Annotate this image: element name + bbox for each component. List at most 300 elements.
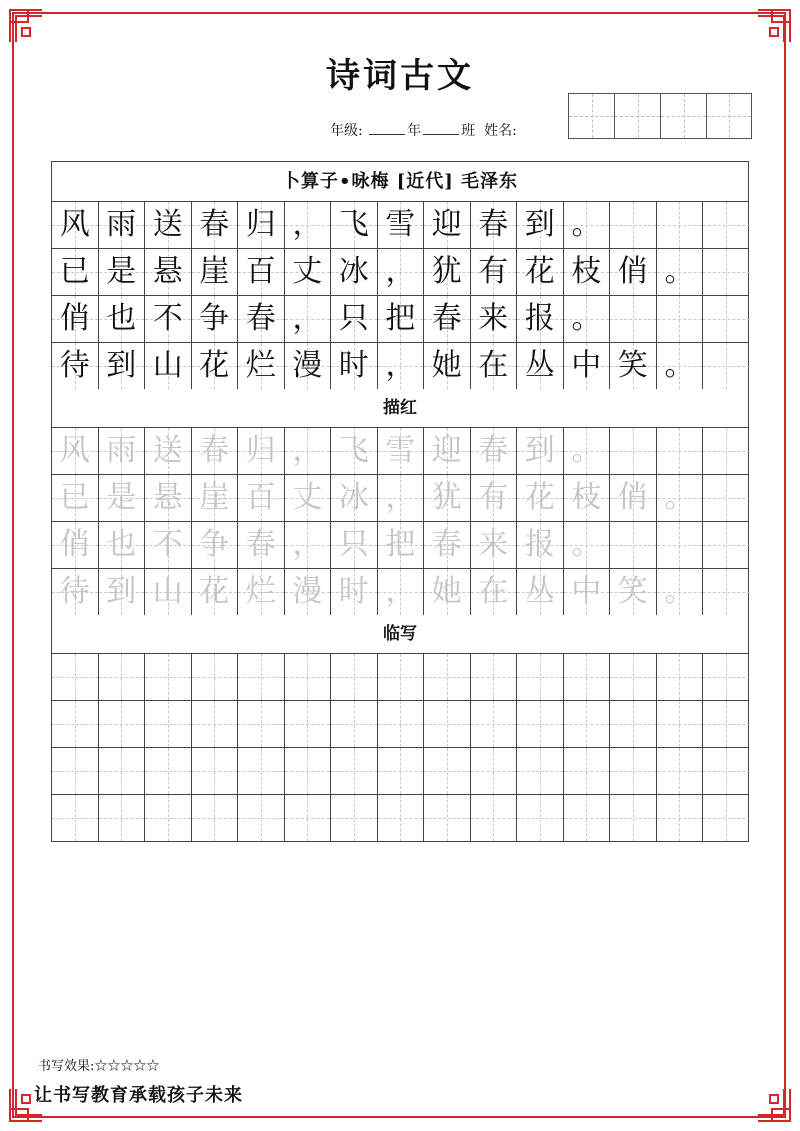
trace-cell <box>564 428 611 474</box>
trace-character: 她 <box>431 574 462 609</box>
poem-character: 百 <box>245 254 276 289</box>
trace-cell <box>99 522 146 568</box>
poem-row <box>52 343 748 389</box>
trace-cell <box>703 569 750 615</box>
copy-cell[interactable] <box>145 654 192 700</box>
copy-cell[interactable] <box>238 701 285 747</box>
poem-character: 不 <box>152 301 183 336</box>
copy-cell[interactable] <box>517 748 564 794</box>
trace-cell <box>99 569 146 615</box>
trace-character: 笑 <box>617 574 648 609</box>
copy-cell[interactable] <box>657 748 704 794</box>
poem-cell <box>192 343 239 389</box>
trace-cell <box>424 522 471 568</box>
copy-cell[interactable] <box>424 795 471 841</box>
copy-rows <box>52 654 748 841</box>
poem-character: 报 <box>524 301 555 336</box>
corner-ornament <box>756 8 792 44</box>
trace-character: ， <box>385 574 416 609</box>
copy-cell[interactable] <box>285 701 332 747</box>
trace-character: 只 <box>338 527 369 562</box>
trace-character: 不 <box>152 527 183 562</box>
trace-character: ， <box>292 527 323 562</box>
trace-character: 也 <box>106 527 137 562</box>
poem-cell <box>657 343 704 389</box>
trace-character: 漫 <box>292 574 323 609</box>
copy-cell[interactable] <box>238 748 285 794</box>
trace-cell <box>145 522 192 568</box>
copy-cell[interactable] <box>564 795 611 841</box>
copy-cell[interactable] <box>192 748 239 794</box>
copy-section-label: 临写 <box>52 615 748 654</box>
copy-cell[interactable] <box>99 654 146 700</box>
poem-cell <box>378 202 425 248</box>
trace-cell <box>52 569 99 615</box>
trace-character: 犹 <box>431 480 462 515</box>
trace-character: 时 <box>338 574 369 609</box>
poem-cell <box>564 296 611 342</box>
trace-cell <box>564 522 611 568</box>
trace-cell <box>564 569 611 615</box>
poem-cell <box>192 249 239 295</box>
trace-cell <box>331 475 378 521</box>
name-box[interactable] <box>614 93 660 139</box>
poem-character: 。 <box>571 207 602 242</box>
trace-cell <box>378 569 425 615</box>
poem-character: 来 <box>478 301 509 336</box>
trace-character: 丛 <box>524 574 555 609</box>
trace-character: 在 <box>478 574 509 609</box>
copy-cell[interactable] <box>285 654 332 700</box>
poem-character: 冰 <box>338 254 369 289</box>
trace-character: 。 <box>571 433 602 468</box>
poem-cell <box>610 343 657 389</box>
trace-cell <box>517 522 564 568</box>
trace-character: 风 <box>59 433 90 468</box>
poem-cell <box>192 202 239 248</box>
poem-cell <box>331 343 378 389</box>
copy-cell[interactable] <box>424 701 471 747</box>
poem-cell <box>657 296 704 342</box>
trace-cell <box>610 428 657 474</box>
poem-character: 烂 <box>245 348 276 383</box>
copy-cell[interactable] <box>703 795 750 841</box>
trace-cell <box>471 569 518 615</box>
poem-cell <box>285 343 332 389</box>
poem-cell <box>378 296 425 342</box>
copy-cell[interactable] <box>99 748 146 794</box>
year-label: 年 <box>407 123 422 139</box>
poem-cell <box>52 202 99 248</box>
poem-character: 犹 <box>431 254 462 289</box>
trace-character: 争 <box>199 527 230 562</box>
poem-character: 笑 <box>617 348 648 383</box>
trace-cell <box>145 569 192 615</box>
poem-cell <box>471 296 518 342</box>
trace-character: 雨 <box>106 433 137 468</box>
copy-cell[interactable] <box>52 654 99 700</box>
copy-cell[interactable] <box>610 795 657 841</box>
copy-cell[interactable] <box>192 654 239 700</box>
poem-cell <box>285 249 332 295</box>
poem-cell <box>564 249 611 295</box>
trace-row <box>52 475 748 522</box>
poem-character: 迎 <box>431 207 462 242</box>
trace-cell <box>192 522 239 568</box>
trace-cell <box>517 428 564 474</box>
poem-cell <box>424 202 471 248</box>
trace-row <box>52 569 748 615</box>
copy-cell[interactable] <box>378 795 425 841</box>
copy-cell[interactable] <box>517 795 564 841</box>
poem-character: 春 <box>199 207 230 242</box>
poem-character: 俏 <box>617 254 648 289</box>
poem-character: 风 <box>59 207 90 242</box>
name-boxes <box>568 93 752 139</box>
trace-character: 是 <box>106 480 137 515</box>
trace-character: 冰 <box>338 480 369 515</box>
poem-cell <box>238 343 285 389</box>
poem-character: 枝 <box>571 254 602 289</box>
trace-character: 到 <box>106 574 137 609</box>
copy-cell[interactable] <box>238 795 285 841</box>
trace-cell <box>424 428 471 474</box>
name-box[interactable] <box>660 93 706 139</box>
trace-character: 。 <box>664 574 695 609</box>
copy-cell[interactable] <box>610 748 657 794</box>
copy-cell[interactable] <box>703 748 750 794</box>
poem-character: 在 <box>478 348 509 383</box>
poem-character: 她 <box>431 348 462 383</box>
copy-cell[interactable] <box>424 654 471 700</box>
trace-cell <box>703 475 750 521</box>
trace-character: 到 <box>524 433 555 468</box>
class-blank[interactable] <box>423 120 459 135</box>
trace-character: 来 <box>478 527 509 562</box>
copy-cell[interactable] <box>99 701 146 747</box>
copy-cell[interactable] <box>238 654 285 700</box>
poem-cell <box>703 343 750 389</box>
poem-cell <box>564 202 611 248</box>
trace-cell <box>192 475 239 521</box>
name-label: 姓名: <box>484 123 517 139</box>
trace-character: 崖 <box>199 480 230 515</box>
poem-character: 花 <box>199 348 230 383</box>
poem-character: 也 <box>106 301 137 336</box>
poem-character: 花 <box>524 254 555 289</box>
name-box[interactable] <box>568 93 614 139</box>
trace-cell <box>52 475 99 521</box>
trace-character: 悬 <box>152 480 183 515</box>
trace-character: 有 <box>478 480 509 515</box>
trace-row <box>52 522 748 569</box>
poem-cell <box>331 202 378 248</box>
copy-cell[interactable] <box>471 701 518 747</box>
poem-cell <box>703 296 750 342</box>
copy-cell[interactable] <box>331 795 378 841</box>
copy-cell[interactable] <box>517 701 564 747</box>
poem-cell <box>517 249 564 295</box>
name-box[interactable] <box>706 93 752 139</box>
trace-character: 烂 <box>245 574 276 609</box>
trace-character: 中 <box>571 574 602 609</box>
copy-cell[interactable] <box>331 748 378 794</box>
poem-row <box>52 202 748 249</box>
trace-cell <box>285 569 332 615</box>
poem-cell <box>52 296 99 342</box>
poem-cell <box>238 296 285 342</box>
trace-character: 迎 <box>431 433 462 468</box>
footer-slogan: 让书写教育承载孩子未来 <box>34 1085 243 1106</box>
poem-character: 崖 <box>199 254 230 289</box>
copy-cell[interactable] <box>564 654 611 700</box>
poem-character: ， <box>292 207 323 242</box>
copy-cell[interactable] <box>610 654 657 700</box>
copy-cell[interactable] <box>703 701 750 747</box>
trace-character: 报 <box>524 527 555 562</box>
poem-character: ， <box>385 254 416 289</box>
trace-cell <box>610 522 657 568</box>
poem-character: 到 <box>106 348 137 383</box>
poem-character: 已 <box>59 254 90 289</box>
copy-cell[interactable] <box>52 795 99 841</box>
trace-cell <box>378 428 425 474</box>
trace-character: 归 <box>245 433 276 468</box>
copy-cell[interactable] <box>424 748 471 794</box>
poem-cell <box>471 249 518 295</box>
poem-cell <box>610 296 657 342</box>
trace-cell <box>424 569 471 615</box>
trace-character: 春 <box>478 433 509 468</box>
copy-cell[interactable] <box>657 701 704 747</box>
copy-cell[interactable] <box>145 795 192 841</box>
poem-cell <box>657 202 704 248</box>
trace-character: 雪 <box>385 433 416 468</box>
poem-cell <box>703 249 750 295</box>
trace-cell <box>238 569 285 615</box>
poem-character: 送 <box>152 207 183 242</box>
poem-character: 中 <box>571 348 602 383</box>
poem-cell <box>610 202 657 248</box>
corner-ornament <box>756 1087 792 1123</box>
poem-character: ， <box>385 348 416 383</box>
poem-character: 待 <box>59 348 90 383</box>
poem-cell <box>145 249 192 295</box>
trace-cell <box>145 428 192 474</box>
grade-blank[interactable] <box>369 120 405 135</box>
poem-character: 。 <box>664 348 695 383</box>
trace-section-label: 描红 <box>52 389 748 428</box>
poem-cell <box>285 296 332 342</box>
poem-cell <box>703 202 750 248</box>
trace-character: ， <box>385 480 416 515</box>
trace-cell <box>285 475 332 521</box>
trace-cell <box>331 569 378 615</box>
poem-character: 是 <box>106 254 137 289</box>
poem-cell <box>192 296 239 342</box>
practice-sheet <box>51 161 749 842</box>
copy-cell[interactable] <box>471 748 518 794</box>
trace-cell <box>52 522 99 568</box>
trace-character: 。 <box>571 527 602 562</box>
poem-cell <box>285 202 332 248</box>
copy-cell[interactable] <box>703 654 750 700</box>
poem-cell <box>517 343 564 389</box>
trace-character: 春 <box>199 433 230 468</box>
trace-character: 花 <box>524 480 555 515</box>
poem-cell <box>52 343 99 389</box>
copy-cell[interactable] <box>378 748 425 794</box>
trace-character: 百 <box>245 480 276 515</box>
copy-cell[interactable] <box>471 654 518 700</box>
copy-cell[interactable] <box>285 795 332 841</box>
poem-cell <box>145 202 192 248</box>
trace-cell <box>471 475 518 521</box>
trace-cell <box>471 428 518 474</box>
poem-cell <box>99 202 146 248</box>
poem-character: 有 <box>478 254 509 289</box>
poem-cell <box>99 343 146 389</box>
poem-character: 春 <box>431 301 462 336</box>
trace-cell <box>331 428 378 474</box>
trace-character: ， <box>292 433 323 468</box>
trace-cell <box>703 428 750 474</box>
poem-character: 把 <box>385 301 416 336</box>
poem-cell <box>424 249 471 295</box>
poem-character: 到 <box>524 207 555 242</box>
copy-cell[interactable] <box>52 748 99 794</box>
poem-cell <box>424 296 471 342</box>
poem-cell <box>424 343 471 389</box>
copy-cell[interactable] <box>145 748 192 794</box>
trace-character: 花 <box>199 574 230 609</box>
student-info-line <box>330 120 517 141</box>
trace-cell <box>285 428 332 474</box>
trace-cell <box>238 475 285 521</box>
trace-character: 春 <box>431 527 462 562</box>
poem-cell <box>238 202 285 248</box>
copy-cell[interactable] <box>145 701 192 747</box>
copy-cell[interactable] <box>610 701 657 747</box>
poem-cell <box>99 296 146 342</box>
copy-cell[interactable] <box>657 654 704 700</box>
poem-character: 。 <box>571 301 602 336</box>
poem-cell <box>564 343 611 389</box>
trace-character: 。 <box>664 480 695 515</box>
trace-cell <box>610 475 657 521</box>
trace-cell <box>471 522 518 568</box>
poem-cell <box>331 296 378 342</box>
copy-cell[interactable] <box>378 701 425 747</box>
poem-character: 归 <box>245 207 276 242</box>
copy-cell[interactable] <box>657 795 704 841</box>
poem-character: ， <box>292 301 323 336</box>
poem-character: 争 <box>199 301 230 336</box>
rating-stars[interactable]: ☆☆☆☆☆ <box>94 1059 160 1074</box>
trace-cell <box>331 522 378 568</box>
poem-cell <box>238 249 285 295</box>
trace-cell <box>657 569 704 615</box>
poem-character: 悬 <box>152 254 183 289</box>
trace-cell <box>378 522 425 568</box>
trace-cell <box>285 522 332 568</box>
copy-cell[interactable] <box>99 795 146 841</box>
copy-cell[interactable] <box>52 701 99 747</box>
copy-row <box>52 701 748 748</box>
poem-character: 春 <box>245 301 276 336</box>
poem-cell <box>471 343 518 389</box>
copy-cell[interactable] <box>192 795 239 841</box>
copy-cell[interactable] <box>331 701 378 747</box>
poem-character: 雨 <box>106 207 137 242</box>
poem-cell <box>331 249 378 295</box>
trace-cell <box>238 522 285 568</box>
copy-cell[interactable] <box>378 654 425 700</box>
trace-cell <box>703 522 750 568</box>
poem-character: 雪 <box>385 207 416 242</box>
trace-cell <box>378 475 425 521</box>
copy-cell[interactable] <box>517 654 564 700</box>
trace-character: 送 <box>152 433 183 468</box>
page-title: 诗词古文 <box>326 56 474 96</box>
trace-rows <box>52 428 748 615</box>
copy-cell[interactable] <box>471 795 518 841</box>
copy-cell[interactable] <box>564 748 611 794</box>
poem-character: 只 <box>338 301 369 336</box>
grade-label: 年级: <box>330 123 363 139</box>
poem-character: 。 <box>664 254 695 289</box>
trace-character: 俏 <box>617 480 648 515</box>
poem-cell <box>471 202 518 248</box>
poem-cell <box>610 249 657 295</box>
copy-cell[interactable] <box>192 701 239 747</box>
trace-cell <box>424 475 471 521</box>
trace-cell <box>99 475 146 521</box>
poem-character: 春 <box>478 207 509 242</box>
trace-cell <box>192 428 239 474</box>
poem-cell <box>145 343 192 389</box>
trace-cell <box>145 475 192 521</box>
copy-cell[interactable] <box>285 748 332 794</box>
poem-character: 飞 <box>338 207 369 242</box>
poem-cell <box>378 343 425 389</box>
poem-cell <box>657 249 704 295</box>
poem-heading: 卜算子•咏梅 [近代] 毛泽东 <box>52 162 748 202</box>
trace-cell <box>238 428 285 474</box>
trace-character: 俏 <box>59 527 90 562</box>
poem-cell <box>517 202 564 248</box>
copy-row <box>52 795 748 841</box>
poem-character: 山 <box>152 348 183 383</box>
trace-character: 枝 <box>571 480 602 515</box>
trace-cell <box>657 475 704 521</box>
trace-character: 山 <box>152 574 183 609</box>
trace-character: 飞 <box>338 433 369 468</box>
trace-cell <box>657 522 704 568</box>
poem-character: 时 <box>338 348 369 383</box>
trace-character: 春 <box>245 527 276 562</box>
trace-cell <box>517 569 564 615</box>
copy-cell[interactable] <box>564 701 611 747</box>
copy-cell[interactable] <box>331 654 378 700</box>
poem-row <box>52 296 748 343</box>
poem-character: 丛 <box>524 348 555 383</box>
trace-cell <box>517 475 564 521</box>
trace-character: 待 <box>59 574 90 609</box>
poem-cell <box>145 296 192 342</box>
trace-cell <box>610 569 657 615</box>
poem-rows <box>52 202 748 389</box>
